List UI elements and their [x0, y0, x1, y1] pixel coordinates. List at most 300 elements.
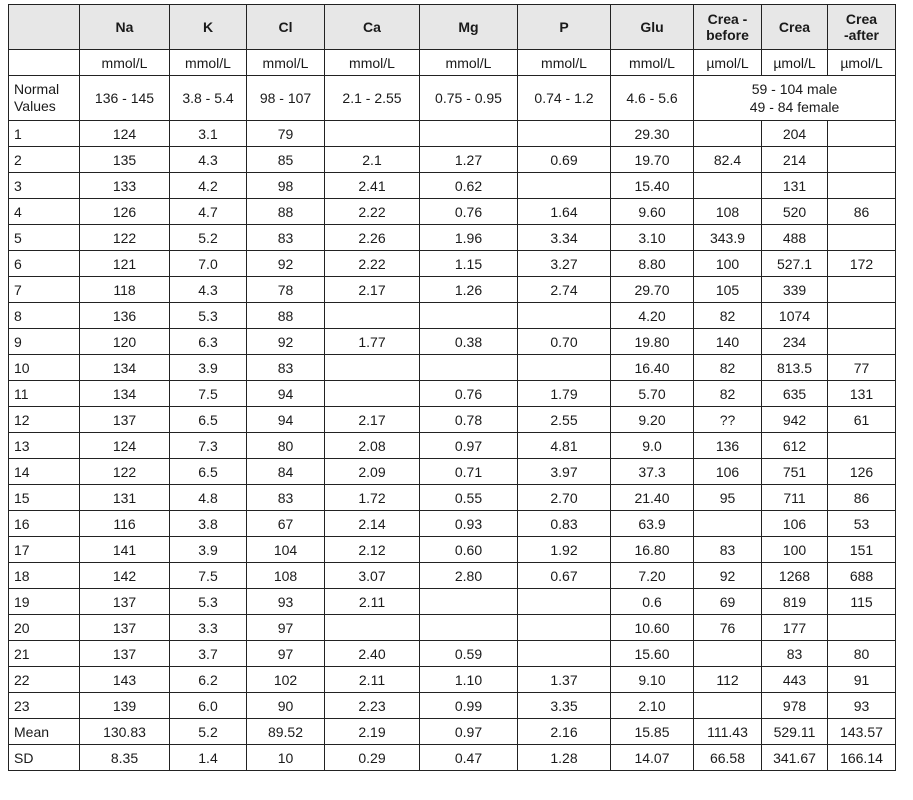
table-cell: 130.83 [80, 719, 170, 745]
table-cell: 612 [762, 433, 828, 459]
table-cell: 1.64 [518, 199, 611, 225]
row-label: SD [9, 745, 80, 771]
unit-cell: mmol/L [247, 50, 325, 76]
table-cell: 19.80 [611, 329, 694, 355]
table-cell: 104 [247, 537, 325, 563]
table-cell: 126 [80, 199, 170, 225]
table-cell: 120 [80, 329, 170, 355]
table-cell: 140 [694, 329, 762, 355]
row-label: 13 [9, 433, 80, 459]
row-label: 14 [9, 459, 80, 485]
text-line: Na [115, 19, 134, 35]
table-cell: 234 [762, 329, 828, 355]
table-cell [518, 615, 611, 641]
table-cell: 0.71 [420, 459, 518, 485]
table-row [9, 303, 896, 329]
data-table-container [8, 4, 896, 771]
table-cell: 9.10 [611, 667, 694, 693]
table-cell: 15.85 [611, 719, 694, 745]
table-cell: 142 [80, 563, 170, 589]
table-cell: 2.80 [420, 563, 518, 589]
table-cell: 3.10 [611, 225, 694, 251]
table-cell: 1.26 [420, 277, 518, 303]
table-cell: 106 [694, 459, 762, 485]
table-cell: 529.11 [762, 719, 828, 745]
table-cell: 1.77 [325, 329, 420, 355]
table-cell: 0.67 [518, 563, 611, 589]
table-cell: 6.5 [170, 407, 247, 433]
table-cell: 0.59 [420, 641, 518, 667]
table-cell: 97 [247, 641, 325, 667]
table-cell: 90 [247, 693, 325, 719]
table-cell: 4.20 [611, 303, 694, 329]
table-cell: 9.60 [611, 199, 694, 225]
text-line: Mg [458, 19, 479, 35]
table-cell [828, 615, 896, 641]
table-cell: 1.10 [420, 667, 518, 693]
table-cell: 3.1 [170, 121, 247, 147]
table-cell: 2.14 [325, 511, 420, 537]
row-label: 6 [9, 251, 80, 277]
table-cell: 2.08 [325, 433, 420, 459]
table-cell: 5.3 [170, 589, 247, 615]
table-row [9, 251, 896, 277]
table-cell: 3.3 [170, 615, 247, 641]
table-row [9, 537, 896, 563]
unit-cell: mmol/L [170, 50, 247, 76]
text-line: Normal [14, 81, 60, 97]
unit-cell: mmol/L [518, 50, 611, 76]
text-line: Ca [363, 19, 381, 35]
table-row [9, 173, 896, 199]
table-cell: 0.47 [420, 745, 518, 771]
normal-value-cell: 136 - 145 [80, 76, 170, 121]
normal-value-cell: 2.1 - 2.55 [325, 76, 420, 121]
table-cell [420, 615, 518, 641]
table-cell: 136 [694, 433, 762, 459]
table-cell: 214 [762, 147, 828, 173]
table-cell: 2.11 [325, 667, 420, 693]
table-cell: 6.5 [170, 459, 247, 485]
table-cell [828, 225, 896, 251]
table-cell: 7.0 [170, 251, 247, 277]
table-cell: 108 [247, 563, 325, 589]
table-cell: 6.2 [170, 667, 247, 693]
table-cell: ?? [694, 407, 762, 433]
table-cell: 135 [80, 147, 170, 173]
table-cell: 2.74 [518, 277, 611, 303]
column-header [611, 5, 694, 50]
table-cell: 2.10 [611, 693, 694, 719]
table-cell: 3.35 [518, 693, 611, 719]
table-cell: 83 [694, 537, 762, 563]
table-cell: 100 [762, 537, 828, 563]
table-cell: 14.07 [611, 745, 694, 771]
table-cell: 137 [80, 615, 170, 641]
table-cell: 2.70 [518, 485, 611, 511]
table-cell: 751 [762, 459, 828, 485]
table-cell: 2.09 [325, 459, 420, 485]
table-row [9, 511, 896, 537]
table-cell: 527.1 [762, 251, 828, 277]
table-cell: 126 [828, 459, 896, 485]
table-cell [828, 433, 896, 459]
table-cell [694, 173, 762, 199]
table-cell [828, 173, 896, 199]
table-cell [518, 173, 611, 199]
row-label: 7 [9, 277, 80, 303]
unit-cell: mmol/L [420, 50, 518, 76]
table-cell [420, 589, 518, 615]
table-cell: 93 [247, 589, 325, 615]
table-row [9, 407, 896, 433]
table-cell: 0.99 [420, 693, 518, 719]
header-row [9, 5, 896, 50]
table-cell: 84 [247, 459, 325, 485]
column-header [828, 5, 896, 50]
table-cell: 488 [762, 225, 828, 251]
table-row [9, 277, 896, 303]
table-cell [325, 303, 420, 329]
table-cell [828, 303, 896, 329]
table-cell [694, 641, 762, 667]
table-cell [518, 641, 611, 667]
table-cell: 4.81 [518, 433, 611, 459]
text-line: Crea [778, 19, 811, 35]
table-cell: 9.0 [611, 433, 694, 459]
table-cell: 1268 [762, 563, 828, 589]
table-cell: 711 [762, 485, 828, 511]
column-header [80, 5, 170, 50]
column-header [247, 5, 325, 50]
table-cell: 151 [828, 537, 896, 563]
row-label: 2 [9, 147, 80, 173]
table-cell: 124 [80, 433, 170, 459]
normal-value-cell: 3.8 - 5.4 [170, 76, 247, 121]
table-cell: 80 [247, 433, 325, 459]
table-cell: 0.69 [518, 147, 611, 173]
table-cell: 4.7 [170, 199, 247, 225]
table-cell: 6.3 [170, 329, 247, 355]
text-line: 59 - 104 male [751, 81, 838, 97]
table-cell [828, 147, 896, 173]
table-cell: 133 [80, 173, 170, 199]
table-cell: 82 [694, 355, 762, 381]
table-cell: 1.37 [518, 667, 611, 693]
text-line: before [706, 27, 749, 43]
row-label: 18 [9, 563, 80, 589]
table-cell: 88 [247, 199, 325, 225]
unit-cell: µmol/L [694, 50, 762, 76]
normal-value-cell: 0.74 - 1.2 [518, 76, 611, 121]
table-cell: 16.40 [611, 355, 694, 381]
row-label: 5 [9, 225, 80, 251]
table-cell: 143 [80, 667, 170, 693]
text-line: Crea [845, 11, 878, 27]
unit-cell: µmol/L [762, 50, 828, 76]
table-cell: 1074 [762, 303, 828, 329]
table-row [9, 147, 896, 173]
table-cell: 53 [828, 511, 896, 537]
table-cell: 102 [247, 667, 325, 693]
table-row [9, 615, 896, 641]
normal-values-row [9, 76, 896, 121]
table-cell: 93 [828, 693, 896, 719]
table-row [9, 485, 896, 511]
table-cell: 124 [80, 121, 170, 147]
table-cell: 83 [247, 485, 325, 511]
table-cell: 0.55 [420, 485, 518, 511]
table-cell: 92 [247, 251, 325, 277]
table-cell: 63.9 [611, 511, 694, 537]
row-label: 20 [9, 615, 80, 641]
row-label: 11 [9, 381, 80, 407]
table-cell: 4.2 [170, 173, 247, 199]
table-cell: 1.92 [518, 537, 611, 563]
table-cell: 2.41 [325, 173, 420, 199]
column-header [694, 5, 762, 50]
table-cell: 86 [828, 485, 896, 511]
table-cell: 82 [694, 381, 762, 407]
table-cell: 2.17 [325, 407, 420, 433]
row-label: 8 [9, 303, 80, 329]
table-row [9, 563, 896, 589]
table-cell: 2.40 [325, 641, 420, 667]
table-row [9, 667, 896, 693]
table-cell: 8.35 [80, 745, 170, 771]
table-cell: 4.3 [170, 147, 247, 173]
table-cell: 204 [762, 121, 828, 147]
table-row [9, 693, 896, 719]
table-cell: 9.20 [611, 407, 694, 433]
table-row [9, 589, 896, 615]
table-cell: 95 [694, 485, 762, 511]
table-row [9, 225, 896, 251]
unit-cell: mmol/L [80, 50, 170, 76]
table-row [9, 355, 896, 381]
table-cell: 139 [80, 693, 170, 719]
table-cell: 0.6 [611, 589, 694, 615]
row-label: 12 [9, 407, 80, 433]
table-row [9, 433, 896, 459]
table-cell: 94 [247, 407, 325, 433]
table-cell: 131 [762, 173, 828, 199]
table-cell: 3.8 [170, 511, 247, 537]
text-line: P [559, 19, 569, 35]
table-cell: 111.43 [694, 719, 762, 745]
table-cell: 1.4 [170, 745, 247, 771]
text-line: -after [843, 27, 879, 43]
table-cell [828, 121, 896, 147]
table-cell [518, 355, 611, 381]
table-cell: 21.40 [611, 485, 694, 511]
table-row [9, 641, 896, 667]
creatinine-normal-value-cell [694, 76, 896, 121]
table-cell: 0.76 [420, 381, 518, 407]
normal-values-label [9, 76, 80, 121]
table-cell: 6.0 [170, 693, 247, 719]
table-cell: 77 [828, 355, 896, 381]
table-cell: 10.60 [611, 615, 694, 641]
table-cell: 0.97 [420, 433, 518, 459]
table-cell: 10 [247, 745, 325, 771]
table-cell [694, 693, 762, 719]
table-cell: 7.3 [170, 433, 247, 459]
table-cell: 136 [80, 303, 170, 329]
table-cell: 3.07 [325, 563, 420, 589]
unit-cell: mmol/L [325, 50, 420, 76]
table-cell: 1.28 [518, 745, 611, 771]
table-row [9, 381, 896, 407]
table-cell: 89.52 [247, 719, 325, 745]
table-cell: 98 [247, 173, 325, 199]
unit-cell: µmol/L [828, 50, 896, 76]
table-cell: 83 [762, 641, 828, 667]
table-cell [518, 303, 611, 329]
normal-value-cell: 4.6 - 5.6 [611, 76, 694, 121]
table-cell: 1.27 [420, 147, 518, 173]
table-cell: 118 [80, 277, 170, 303]
table-cell: 7.5 [170, 563, 247, 589]
table-cell: 2.17 [325, 277, 420, 303]
table-cell: 108 [694, 199, 762, 225]
table-cell: 0.60 [420, 537, 518, 563]
table-cell: 85 [247, 147, 325, 173]
table-cell [420, 355, 518, 381]
table-cell: 134 [80, 381, 170, 407]
table-cell: 83 [247, 355, 325, 381]
table-cell: 15.40 [611, 173, 694, 199]
table-cell: 78 [247, 277, 325, 303]
column-header [170, 5, 247, 50]
table-cell: 443 [762, 667, 828, 693]
text-line: 49 - 84 female [749, 99, 840, 115]
table-cell: 69 [694, 589, 762, 615]
table-cell: 141 [80, 537, 170, 563]
table-cell: 79 [247, 121, 325, 147]
table-cell: 343.9 [694, 225, 762, 251]
table-cell: 2.23 [325, 693, 420, 719]
table-cell: 5.3 [170, 303, 247, 329]
table-cell [518, 121, 611, 147]
table-cell: 177 [762, 615, 828, 641]
table-cell: 341.67 [762, 745, 828, 771]
normal-value-cell: 98 - 107 [247, 76, 325, 121]
table-cell: 67 [247, 511, 325, 537]
table-cell: 29.30 [611, 121, 694, 147]
table-cell: 0.70 [518, 329, 611, 355]
table-cell: 2.55 [518, 407, 611, 433]
table-cell: 82 [694, 303, 762, 329]
table-cell: 0.93 [420, 511, 518, 537]
table-cell: 520 [762, 199, 828, 225]
column-header [325, 5, 420, 50]
table-cell [420, 121, 518, 147]
row-label: 10 [9, 355, 80, 381]
table-cell: 2.22 [325, 199, 420, 225]
table-cell: 137 [80, 407, 170, 433]
table-cell: 116 [80, 511, 170, 537]
table-cell: 4.8 [170, 485, 247, 511]
table-cell: 37.3 [611, 459, 694, 485]
table-cell: 92 [247, 329, 325, 355]
table-cell: 5.2 [170, 225, 247, 251]
table-cell: 105 [694, 277, 762, 303]
table-cell: 2.11 [325, 589, 420, 615]
table-cell: 635 [762, 381, 828, 407]
table-cell [325, 355, 420, 381]
table-cell: 0.76 [420, 199, 518, 225]
table-cell: 80 [828, 641, 896, 667]
table-cell: 3.27 [518, 251, 611, 277]
text-line: Values [14, 98, 56, 114]
table-cell [325, 121, 420, 147]
table-cell: 76 [694, 615, 762, 641]
row-label: 21 [9, 641, 80, 667]
text-line: K [202, 19, 214, 35]
row-label: 4 [9, 199, 80, 225]
table-cell: 688 [828, 563, 896, 589]
table-cell [694, 121, 762, 147]
table-cell: 2.12 [325, 537, 420, 563]
text-line: Crea - [707, 11, 748, 27]
table-cell: 0.78 [420, 407, 518, 433]
table-cell: 0.29 [325, 745, 420, 771]
table-cell: 61 [828, 407, 896, 433]
table-cell: 97 [247, 615, 325, 641]
table-cell: 122 [80, 225, 170, 251]
row-label: 16 [9, 511, 80, 537]
table-cell: 166.14 [828, 745, 896, 771]
row-label: 19 [9, 589, 80, 615]
table-cell: 0.38 [420, 329, 518, 355]
table-cell: 86 [828, 199, 896, 225]
column-header [518, 5, 611, 50]
table-cell: 5.70 [611, 381, 694, 407]
unit-cell: mmol/L [611, 50, 694, 76]
row-label: 9 [9, 329, 80, 355]
units-label-cell [9, 50, 80, 76]
row-label: Mean [9, 719, 80, 745]
table-cell: 2.1 [325, 147, 420, 173]
table-cell: 0.97 [420, 719, 518, 745]
table-cell: 83 [247, 225, 325, 251]
table-cell: 0.62 [420, 173, 518, 199]
table-cell: 2.16 [518, 719, 611, 745]
table-cell: 16.80 [611, 537, 694, 563]
table-cell: 94 [247, 381, 325, 407]
table-cell: 143.57 [828, 719, 896, 745]
table-cell: 82.4 [694, 147, 762, 173]
table-cell: 121 [80, 251, 170, 277]
table-cell [518, 589, 611, 615]
table-cell: 942 [762, 407, 828, 433]
table-cell: 172 [828, 251, 896, 277]
text-line: Cl [278, 19, 293, 35]
table-cell: 115 [828, 589, 896, 615]
table-cell: 15.60 [611, 641, 694, 667]
table-cell: 978 [762, 693, 828, 719]
column-header [762, 5, 828, 50]
table-row [9, 745, 896, 771]
table-cell: 88 [247, 303, 325, 329]
row-label: 15 [9, 485, 80, 511]
text-line: Glu [640, 19, 664, 35]
table-cell: 134 [80, 355, 170, 381]
table-cell: 122 [80, 459, 170, 485]
table-cell: 91 [828, 667, 896, 693]
lab-values-table [8, 4, 896, 771]
